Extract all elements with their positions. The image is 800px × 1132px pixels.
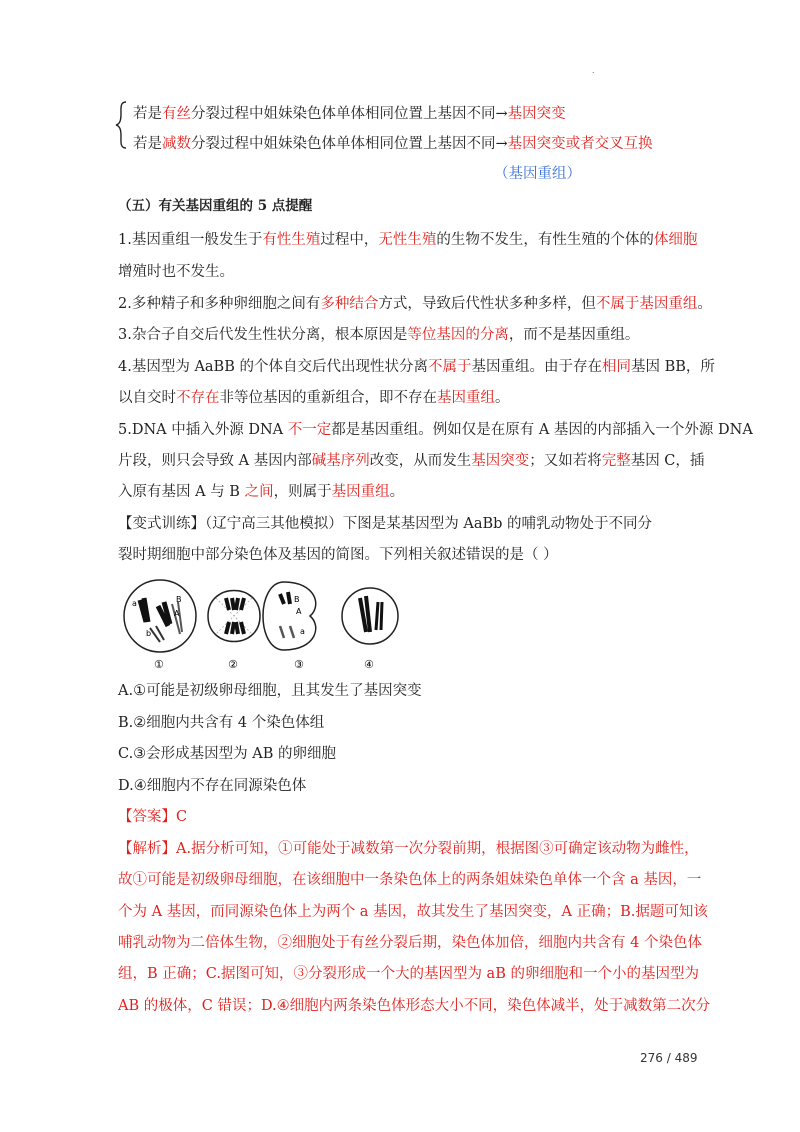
point-2: 2.多种精子和多种卵细胞之间有多种结合方式，导致后代性状多种多样，但不属于基因重组。	[118, 296, 712, 312]
page-number: 276 / 489	[640, 1051, 698, 1065]
point-1-line-1: 1.基因重组一般发生于有性生殖过程中，无性生殖的生物不发生，有性生殖的个体的体细胞	[118, 232, 698, 248]
page-dot: .	[592, 66, 595, 75]
point-1-line-2: 增殖时也不发生。	[118, 264, 234, 280]
point-5-line-1: 5.DNA 中插入外源 DNA 不一定都是基因重组。例如仅是在原有 A 基因的内部插入一个外源 DNA	[118, 422, 753, 438]
analysis-line-1: 【解析】A.据分析可知，①可能处于减数第一次分裂前期，根据图③可确定该动物为雌性，	[118, 841, 699, 857]
analysis-line-6: AB 的极体，C 错误；D.④细胞内两条染色体形态大小不同，染色体减半，处于减数第二次分	[118, 998, 711, 1014]
cell-1	[124, 580, 196, 652]
cell-division-figure	[120, 576, 420, 676]
cell-2	[208, 591, 260, 642]
rule-line-meiosis: 若是减数分裂过程中姐妹染色体单体相同位置上基因不同→基因突变或者交叉互换	[133, 136, 653, 152]
gene-label-B-cell3: B	[294, 595, 300, 604]
analysis-line-5: 组，B 正确；C.据图可知，③分裂形成一个大的基因型为 aB 的卵细胞和一个小的基因型为	[118, 966, 699, 982]
point-4-line-2: 以自交时不存在非等位基因的重新组合，即不存在基因重组。	[118, 390, 510, 406]
figure-label-3: ③	[294, 658, 304, 671]
section-title: （五）有关基因重组的 5 点提醒	[118, 198, 313, 214]
point-4-line-1: 4.基因型为 AaBB 的个体自交后代出现性状分离不属于基因重组。由于存在相同基因 BB，所	[118, 359, 715, 375]
figure-label-2: ②	[228, 658, 238, 671]
option-a: A.①可能是初级卵母细胞，且其发生了基因突变	[118, 683, 422, 699]
analysis-line-4: 哺乳动物为二倍体生物，②细胞处于有丝分裂后期，染色体加倍，细胞内共含有 4 个染色体	[118, 935, 702, 951]
option-b: B.②细胞内共含有 4 个染色体组	[118, 715, 325, 731]
answer: 【答案】C	[118, 809, 188, 825]
gene-label-A-cell3: A	[296, 607, 302, 616]
point-5-line-2: 片段，则只会导致 A 基因内部碱基序列改变，从而发生基因突变；又如若将完整基因 C，插	[118, 453, 705, 469]
figure-label-4: ④	[364, 658, 374, 671]
brace-icon	[114, 100, 128, 150]
analysis-line-3: 个为 A 基因，而同源染色体上为两个 a 基因，故其发生了基因突变，A 正确；B.据题可知该	[118, 904, 708, 920]
gene-label-A: A	[174, 609, 180, 618]
figure-label-1: ①	[154, 658, 164, 671]
gene-label-a-cell3: a	[300, 627, 305, 636]
recombination-note: （基因重组）	[494, 166, 581, 182]
gene-label-b: b	[146, 629, 152, 638]
analysis-line-2: 故①可能是初级卵母细胞，在该细胞中一条染色体上的两条姐妹染色单体一个含 a 基因，一	[118, 872, 702, 888]
gene-label-a: a	[132, 599, 137, 608]
option-d: D.④细胞内不存在同源染色体	[118, 778, 307, 794]
point-3: 3.杂合子自交后代发生性状分离，根本原因是等位基因的分离，而不是基因重组。	[118, 327, 640, 343]
point-5-line-3: 入原有基因 A 与 B 之间，则属于基因重组。	[118, 484, 405, 500]
gene-label-B: B	[176, 595, 182, 604]
question-stem-line-1: 【变式训练】（辽宁高三其他模拟）下图是某基因型为 AaBb 的哺乳动物处于不同分	[118, 516, 653, 532]
option-c: C.③会形成基因型为 AB 的卵细胞	[118, 746, 337, 762]
cell-3	[263, 582, 316, 650]
rule-line-mitosis: 若是有丝分裂过程中姐妹染色体单体相同位置上基因不同→基因突变	[133, 106, 566, 122]
question-stem-line-2: 裂时期细胞中部分染色体及基因的简图。下列相关叙述错误的是（ ）	[118, 547, 558, 563]
cell-4	[342, 588, 398, 644]
